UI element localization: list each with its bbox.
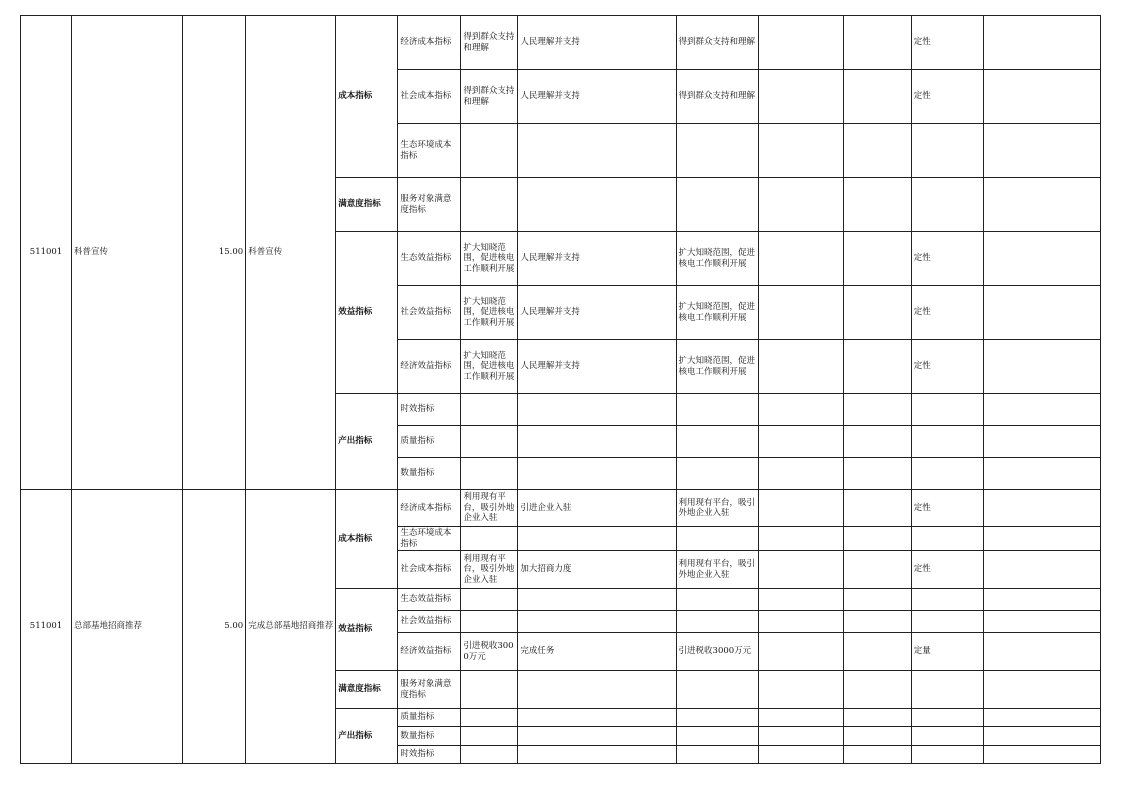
sub-indicator-cell: 社会效益指标 xyxy=(398,286,461,340)
index-cell: 引进税收3000万元 xyxy=(461,633,518,671)
value-cell xyxy=(518,178,676,232)
empty-cell xyxy=(843,611,911,633)
nature-cell xyxy=(911,727,983,746)
project-task-cell: 完成总部基地招商推荐 xyxy=(246,490,336,764)
table-row xyxy=(21,490,1101,527)
nature-cell xyxy=(911,458,983,490)
nature-cell xyxy=(911,124,983,178)
value-cell xyxy=(518,727,676,746)
index-cell xyxy=(461,589,518,611)
nature-cell xyxy=(911,178,983,232)
target-cell xyxy=(676,426,758,458)
index-cell: 扩大知晓范围，促进核电工作顺利开展 xyxy=(461,232,518,286)
index-cell xyxy=(461,178,518,232)
value-cell: 人民理解并支持 xyxy=(518,232,676,286)
nature-cell xyxy=(911,527,983,551)
target-cell xyxy=(676,746,758,764)
sub-indicator-cell: 时效指标 xyxy=(398,394,461,426)
empty-cell xyxy=(758,671,843,709)
sub-indicator-cell: 生态环境成本指标 xyxy=(398,527,461,551)
target-cell: 得到群众支持和理解 xyxy=(676,16,758,70)
project-amount-cell: 5.00 xyxy=(183,490,246,764)
sub-indicator-cell: 生态环境成本指标 xyxy=(398,124,461,178)
empty-cell xyxy=(983,709,1100,727)
empty-cell xyxy=(758,611,843,633)
target-cell: 扩大知晓范围，促进核电工作顺利开展 xyxy=(676,340,758,394)
index-cell xyxy=(461,746,518,764)
nature-cell xyxy=(911,746,983,764)
nature-cell xyxy=(911,394,983,426)
category-cell: 效益指标 xyxy=(336,589,398,671)
index-cell: 得到群众支持和理解 xyxy=(461,16,518,70)
empty-cell xyxy=(758,232,843,286)
target-cell xyxy=(676,458,758,490)
sub-indicator-cell: 经济效益指标 xyxy=(398,633,461,671)
empty-cell xyxy=(983,178,1100,232)
value-cell: 加大招商力度 xyxy=(518,551,676,589)
project-code-cell: 511001 xyxy=(21,490,72,764)
empty-cell xyxy=(983,124,1100,178)
nature-cell: 定性 xyxy=(911,232,983,286)
sub-indicator-cell: 质量指标 xyxy=(398,709,461,727)
value-cell xyxy=(518,671,676,709)
empty-cell xyxy=(983,16,1100,70)
sub-indicator-cell: 生态效益指标 xyxy=(398,589,461,611)
value-cell xyxy=(518,527,676,551)
sub-indicator-cell: 服务对象满意度指标 xyxy=(398,671,461,709)
empty-cell xyxy=(983,551,1100,589)
empty-cell xyxy=(758,340,843,394)
empty-cell xyxy=(843,490,911,527)
empty-cell xyxy=(843,458,911,490)
nature-cell: 定性 xyxy=(911,340,983,394)
empty-cell xyxy=(843,340,911,394)
empty-cell xyxy=(758,589,843,611)
index-cell: 扩大知晓范围，促进核电工作顺利开展 xyxy=(461,340,518,394)
empty-cell xyxy=(758,16,843,70)
target-cell xyxy=(676,727,758,746)
empty-cell xyxy=(843,727,911,746)
empty-cell xyxy=(758,527,843,551)
value-cell xyxy=(518,394,676,426)
empty-cell xyxy=(843,124,911,178)
target-cell xyxy=(676,671,758,709)
target-cell xyxy=(676,394,758,426)
value-cell xyxy=(518,709,676,727)
nature-cell: 定量 xyxy=(911,633,983,671)
empty-cell xyxy=(758,633,843,671)
empty-cell xyxy=(983,611,1100,633)
nature-cell xyxy=(911,426,983,458)
project-name-cell: 总部基地招商推荐 xyxy=(72,490,183,764)
empty-cell xyxy=(983,426,1100,458)
performance-target-table xyxy=(20,15,1101,764)
empty-cell xyxy=(843,527,911,551)
value-cell: 引进企业入驻 xyxy=(518,490,676,527)
target-cell: 扩大知晓范围，促进核电工作顺利开展 xyxy=(676,232,758,286)
value-cell xyxy=(518,124,676,178)
target-cell xyxy=(676,611,758,633)
empty-cell xyxy=(843,709,911,727)
target-cell xyxy=(676,124,758,178)
empty-cell xyxy=(758,746,843,764)
empty-cell xyxy=(983,394,1100,426)
empty-cell xyxy=(983,589,1100,611)
target-cell: 利用现有平台，吸引外地企业入驻 xyxy=(676,490,758,527)
nature-cell xyxy=(911,709,983,727)
project-amount-cell: 15.00 xyxy=(183,16,246,490)
sub-indicator-cell: 生态效益指标 xyxy=(398,232,461,286)
empty-cell xyxy=(843,178,911,232)
sub-indicator-cell: 社会效益指标 xyxy=(398,611,461,633)
empty-cell xyxy=(758,727,843,746)
empty-cell xyxy=(843,671,911,709)
nature-cell xyxy=(911,671,983,709)
category-cell: 效益指标 xyxy=(336,232,398,394)
sub-indicator-cell: 数量指标 xyxy=(398,458,461,490)
empty-cell xyxy=(758,124,843,178)
empty-cell xyxy=(843,589,911,611)
empty-cell xyxy=(758,70,843,124)
project-name-cell: 科普宣传 xyxy=(72,16,183,490)
empty-cell xyxy=(758,490,843,527)
index-cell xyxy=(461,671,518,709)
value-cell xyxy=(518,611,676,633)
project-code-cell: 511001 xyxy=(21,16,72,490)
sub-indicator-cell: 数量指标 xyxy=(398,727,461,746)
nature-cell xyxy=(911,611,983,633)
value-cell: 人民理解并支持 xyxy=(518,70,676,124)
sub-indicator-cell: 社会成本指标 xyxy=(398,551,461,589)
empty-cell xyxy=(843,232,911,286)
index-cell xyxy=(461,426,518,458)
empty-cell xyxy=(843,286,911,340)
empty-cell xyxy=(983,633,1100,671)
value-cell xyxy=(518,458,676,490)
value-cell xyxy=(518,589,676,611)
index-cell xyxy=(461,709,518,727)
empty-cell xyxy=(758,394,843,426)
empty-cell xyxy=(983,527,1100,551)
empty-cell xyxy=(983,286,1100,340)
value-cell: 人民理解并支持 xyxy=(518,16,676,70)
sub-indicator-cell: 经济成本指标 xyxy=(398,16,461,70)
empty-cell xyxy=(843,394,911,426)
nature-cell: 定性 xyxy=(911,490,983,527)
sub-indicator-cell: 质量指标 xyxy=(398,426,461,458)
index-cell xyxy=(461,124,518,178)
empty-cell xyxy=(758,286,843,340)
empty-cell xyxy=(843,426,911,458)
category-cell: 产出指标 xyxy=(336,709,398,764)
value-cell: 完成任务 xyxy=(518,633,676,671)
project-task-cell: 科普宣传 xyxy=(246,16,336,490)
index-cell: 利用现有平台，吸引外地企业入驻 xyxy=(461,490,518,527)
empty-cell xyxy=(758,458,843,490)
index-cell xyxy=(461,727,518,746)
target-cell xyxy=(676,178,758,232)
category-cell: 满意度指标 xyxy=(336,671,398,709)
empty-cell xyxy=(758,178,843,232)
empty-cell xyxy=(843,551,911,589)
nature-cell: 定性 xyxy=(911,551,983,589)
category-cell: 成本指标 xyxy=(336,490,398,589)
empty-cell xyxy=(758,551,843,589)
nature-cell: 定性 xyxy=(911,286,983,340)
target-cell: 得到群众支持和理解 xyxy=(676,70,758,124)
category-cell: 产出指标 xyxy=(336,394,398,490)
nature-cell: 定性 xyxy=(911,16,983,70)
sub-indicator-cell: 时效指标 xyxy=(398,746,461,764)
table-row xyxy=(21,16,1101,70)
index-cell: 利用现有平台，吸引外地企业入驻 xyxy=(461,551,518,589)
empty-cell xyxy=(843,16,911,70)
nature-cell: 定性 xyxy=(911,70,983,124)
index-cell xyxy=(461,458,518,490)
value-cell xyxy=(518,746,676,764)
index-cell xyxy=(461,394,518,426)
target-cell: 引进税收3000万元 xyxy=(676,633,758,671)
index-cell: 得到群众支持和理解 xyxy=(461,70,518,124)
nature-cell xyxy=(911,589,983,611)
empty-cell xyxy=(983,746,1100,764)
sub-indicator-cell: 社会成本指标 xyxy=(398,70,461,124)
sub-indicator-cell: 经济效益指标 xyxy=(398,340,461,394)
empty-cell xyxy=(843,746,911,764)
empty-cell xyxy=(983,671,1100,709)
empty-cell xyxy=(983,340,1100,394)
category-cell: 成本指标 xyxy=(336,16,398,178)
empty-cell xyxy=(983,458,1100,490)
index-cell xyxy=(461,611,518,633)
value-cell xyxy=(518,426,676,458)
target-cell xyxy=(676,589,758,611)
empty-cell xyxy=(983,232,1100,286)
empty-cell xyxy=(983,70,1100,124)
target-cell xyxy=(676,527,758,551)
sub-indicator-cell: 服务对象满意度指标 xyxy=(398,178,461,232)
empty-cell xyxy=(983,727,1100,746)
index-cell xyxy=(461,527,518,551)
target-cell: 利用现有平台，吸引外地企业入驻 xyxy=(676,551,758,589)
target-cell: 扩大知晓范围，促进核电工作顺利开展 xyxy=(676,286,758,340)
empty-cell xyxy=(843,633,911,671)
category-cell: 满意度指标 xyxy=(336,178,398,232)
empty-cell xyxy=(758,426,843,458)
sub-indicator-cell: 经济成本指标 xyxy=(398,490,461,527)
empty-cell xyxy=(843,70,911,124)
empty-cell xyxy=(758,709,843,727)
value-cell: 人民理解并支持 xyxy=(518,340,676,394)
target-cell xyxy=(676,709,758,727)
index-cell: 扩大知晓范围，促进核电工作顺利开展 xyxy=(461,286,518,340)
value-cell: 人民理解并支持 xyxy=(518,286,676,340)
empty-cell xyxy=(983,490,1100,527)
